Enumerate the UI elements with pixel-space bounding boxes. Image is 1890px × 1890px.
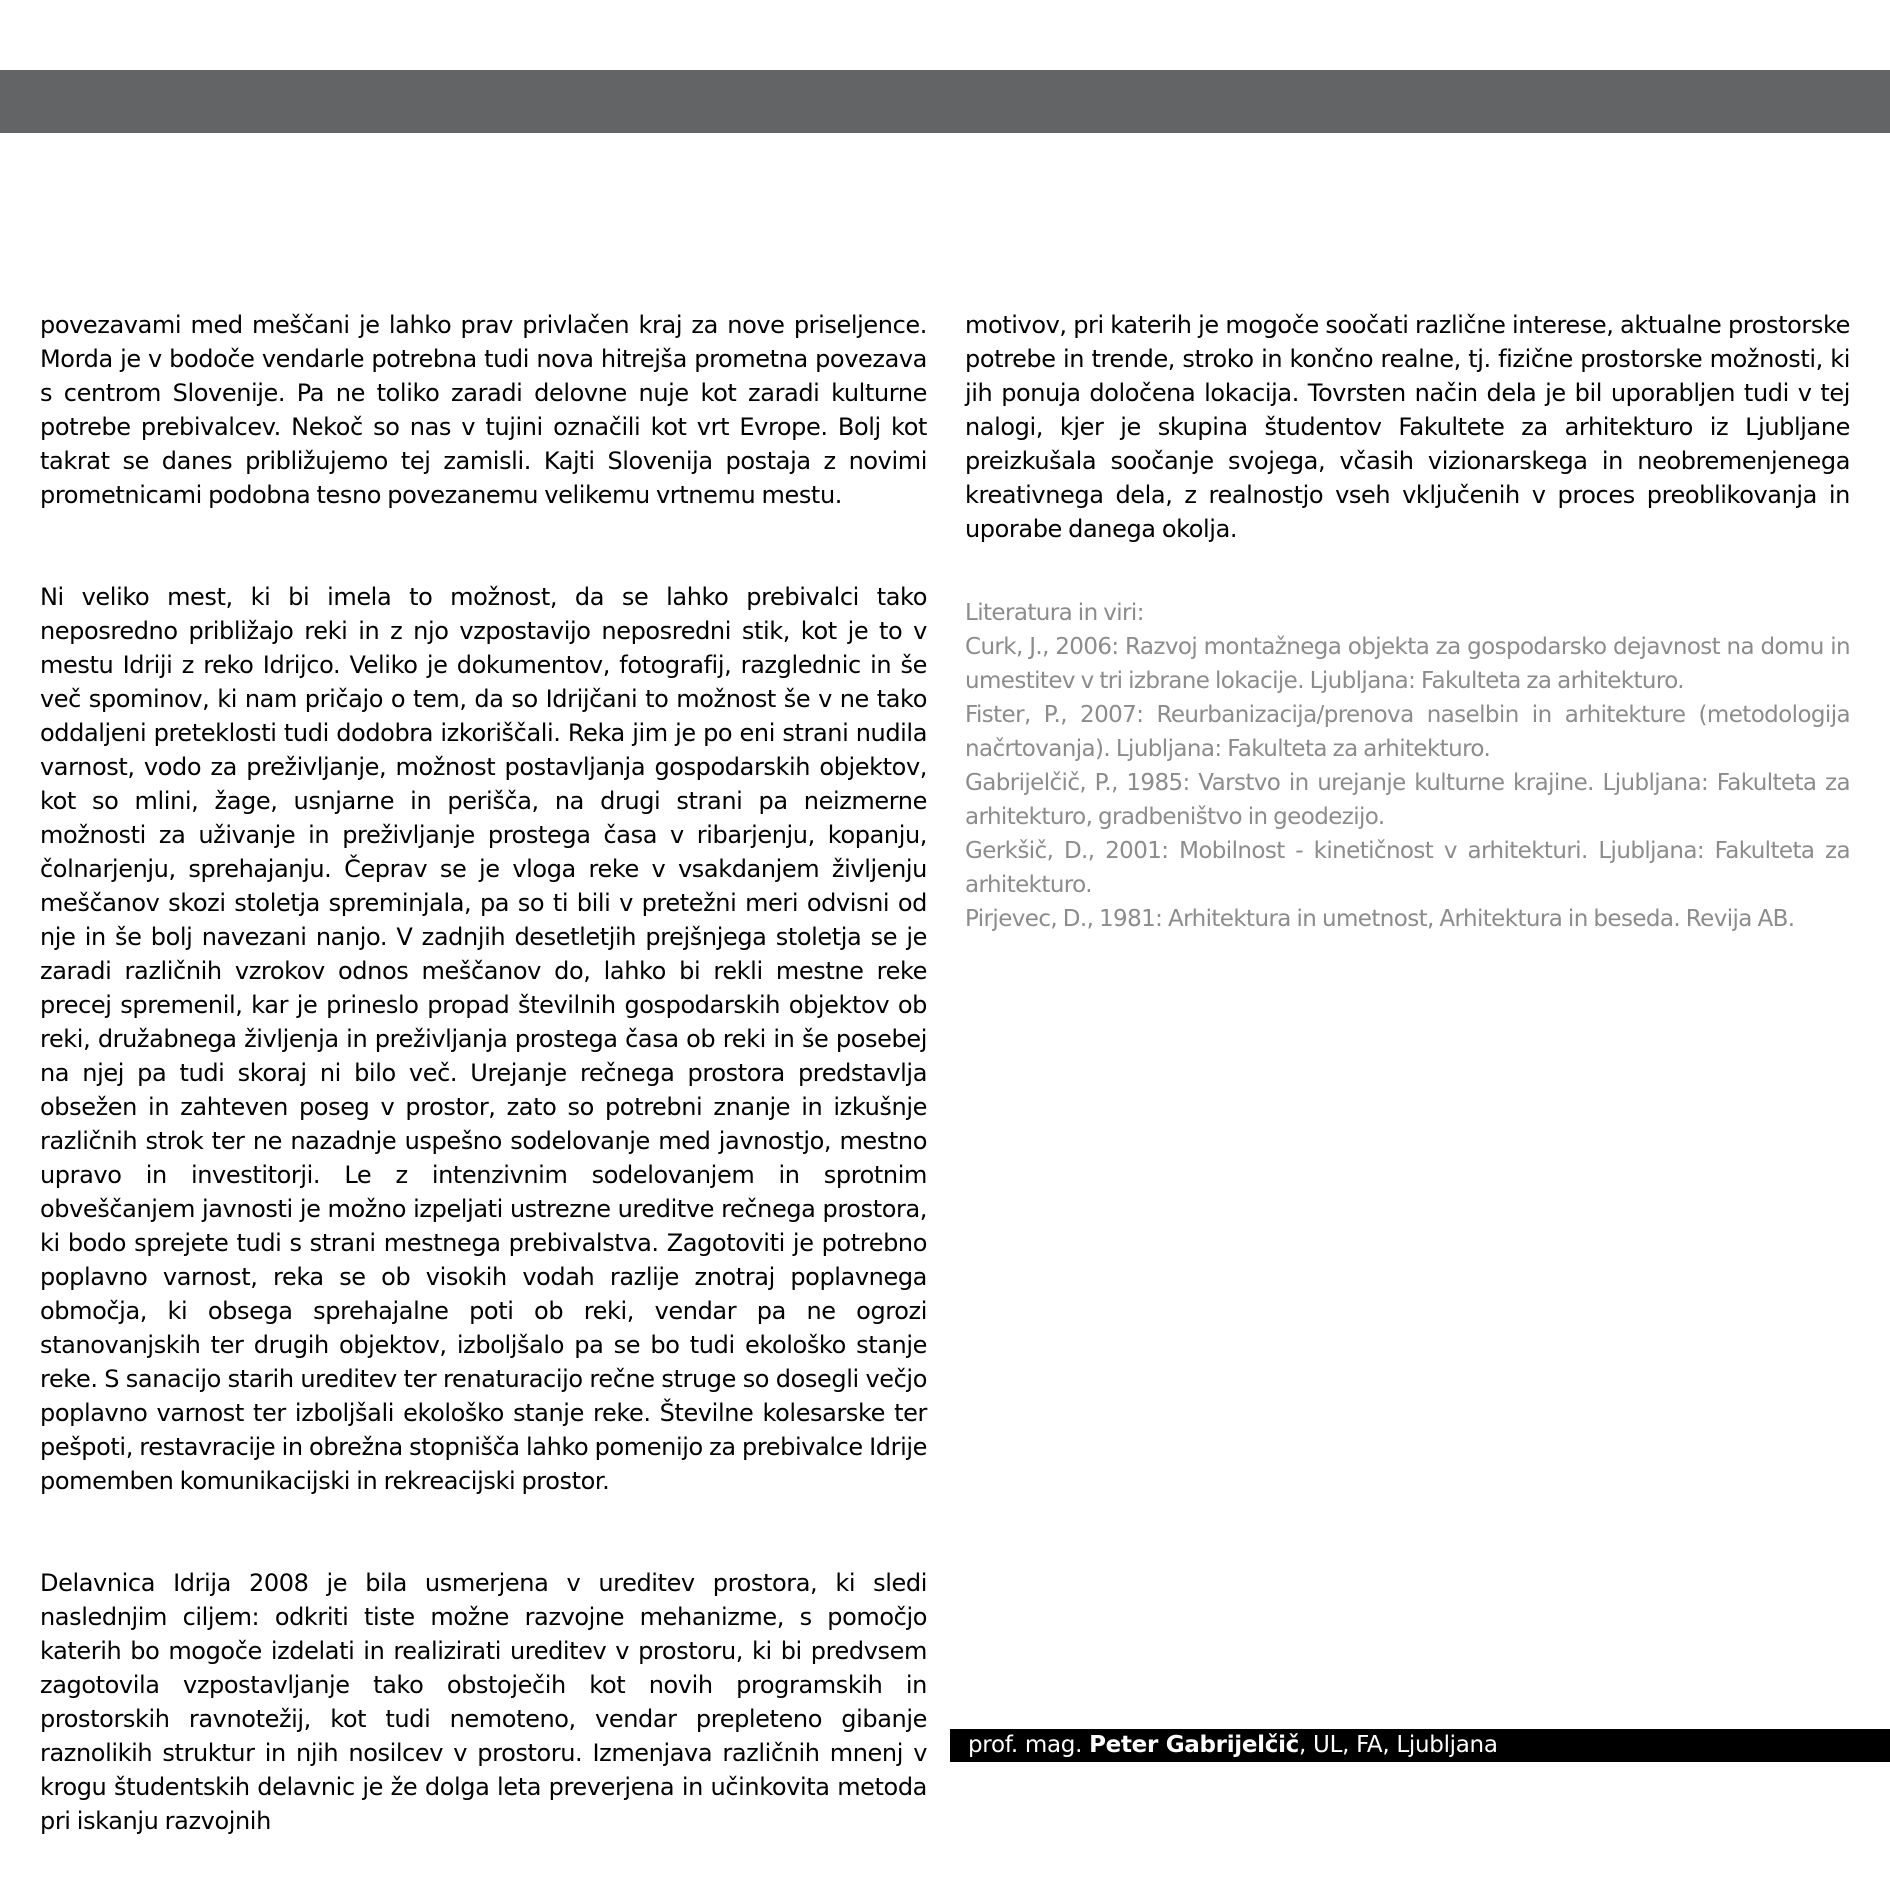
author-name: Peter Gabrijelčič (1089, 1732, 1300, 1758)
body-paragraph-3: Delavnica Idrija 2008 je bila usmerjena v ureditev prostora, ki sledi naslednjim ciljem: odkriti tiste možne razvojne mehanizme, s pomočjo katerih bo mogoče izdelati in realizirati ureditev v prostoru, ki bi predvsem zagotovila vzpostavljanje tako obstoječih kot novih programskih in prostorskih ravnotežij, kot tudi nemoteno, vendar prepleteno gibanje raznolikih struktur in njih nosilcev v prostoru. Izmenjava različnih mnenj v krogu študentskih delavnic je že dolga leta preverjena in učinkovita metoda pri iskanju razvojnih (40, 1569, 927, 1835)
left-text-column (40, 308, 927, 1838)
literature-item: Curk, J., 2006: Razvoj montažnega objekta za gospodarsko dejavnost na domu in umestitev v tri izbrane lokacije. Ljubljana: Fakulteta za arhitekturo. (965, 634, 1850, 694)
literature-item: Pirjevec, D., 1981: Arhitektura in umetnost, Arhitektura in beseda. Revija AB. (965, 906, 1795, 932)
literature-heading: Literatura in viri: (965, 600, 1144, 626)
header-band (0, 70, 1890, 133)
author-credit (950, 1729, 1890, 1762)
body-paragraph-1: povezavami med meščani je lahko prav privlačen kraj za nove priseljence. Morda je v bodoče vendarle potrebna tudi nova hitrejša prometna povezava s centrom Slovenije. Pa ne toliko zaradi delovne nuje kot zaradi kulturne potrebe prebivalcev. Nekoč so nas v tujini označili kot vrt Evrope. Bolj kot takrat se danes približujemo tej zamisli. Kajti Slovenija postaja z novimi prometnicami podobna tesno povezanemu velikemu vrtnemu mestu. (40, 311, 927, 509)
literature-item: Gerkšič, D., 2001: Mobilnost - kinetičnost v arhitekturi. Ljubljana: Fakulteta za arhitekturo. (965, 838, 1850, 898)
right-text-column (965, 308, 1850, 936)
literature-item: Gabrijelčič, P., 1985: Varstvo in urejanje kulturne krajine. Ljubljana: Fakulteta za arhitekturo, gradbeništvo in geodezijo. (965, 770, 1850, 830)
body-paragraph-4: motivov, pri katerih je mogoče soočati različne interese, aktualne prostorske potrebe in trende, stroko in končno realne, tj. fizične prostorske možnosti, ki jih ponuja določena lokacija. Tovrsten način dela je bil uporabljen tudi v tej nalogi, kjer je skupina študentov Fakultete za arhitekturo iz Ljubljane preizkušala soočanje svojega, včasih vizionarskega in neobremenjenega kreativnega dela, z realnostjo vseh vključenih v proces preoblikovanja in uporabe danega okolja. (965, 311, 1850, 543)
literature-item: Fister, P., 2007: Reurbanizacija/prenova naselbin in arhitekture (metodologija načrtovanja). Ljubljana: Fakulteta za arhitekturo. (965, 702, 1850, 762)
author-affiliation: , UL, FA, Ljubljana (1299, 1732, 1498, 1758)
literature-list (965, 596, 1850, 936)
author-prefix: prof. mag. (968, 1732, 1090, 1758)
body-paragraph-2: Ni veliko mest, ki bi imela to možnost, da se lahko prebivalci tako neposredno približajo reki in z njo vzpostavijo neposredni stik, kot je to v mestu Idriji z reko Idrijco. Veliko je dokumentov, fotografij, razglednic in še več spominov, ki nam pričajo o tem, da so Idrijčani to možnost še v ne tako oddaljeni preteklosti tudi dodobra izkoriščali. Reka jim je po eni strani nudila varnost, vodo za preživljanje, možnost postavljanja gospodarskih objektov, kot so mlini, žage, usnjarne in perišča, na drugi strani pa neizmerne možnosti za uživanje in preživljanje prostega časa v ribarjenju, kopanju, čolnarjenju, sprehajanju. Čeprav se je vloga reke v vsakdanjem življenju meščanov skozi stoletja spreminjala, pa so ti bili v pretežni meri odvisni od nje in še bolj navezani nanjo. V zadnjih desetletjih prejšnjega stoletja se je zaradi različnih vzrokov odnos meščanov do, lahko bi rekli mestne reke precej spremenil, kar je prineslo propad številnih gospodarskih objektov ob reki, družabnega življenja in preživljanja prostega časa ob reki in še posebej na njej pa tudi skoraj ni bilo več. Urejanje rečnega prostora predstavlja obsežen in zahteven poseg v prostor, zato so potrebni znanje in izkušnje različnih strok ter ne nazadnje uspešno sodelovanje med javnostjo, mestno upravo in investitorji. Le z intenzivnim sodelovanjem in sprotnim obveščanjem javnosti je možno izpeljati ustrezne ureditve rečnega prostora, ki bodo sprejete tudi s strani mestnega prebivalstva. Zagotoviti je potrebno poplavno varnost, reka se ob visokih vodah razlije znotraj poplavnega območja, ki obsega sprehajalne poti ob reki, vendar pa ne ogrozi stanovanjskih ter drugih objektov, izboljšalo pa se bo tudi ekološko stanje reke. S sanacijo starih ureditev ter renaturacijo rečne struge so dosegli večjo poplavno varnost ter izboljšali ekološko stanje reke. Številne kolesarske ter pešpoti, restavracije in obrežna stopnišča lahko pomenijo za prebivalce Idrije pomemben komunikacijski in rekreacijski prostor. (40, 583, 927, 1495)
